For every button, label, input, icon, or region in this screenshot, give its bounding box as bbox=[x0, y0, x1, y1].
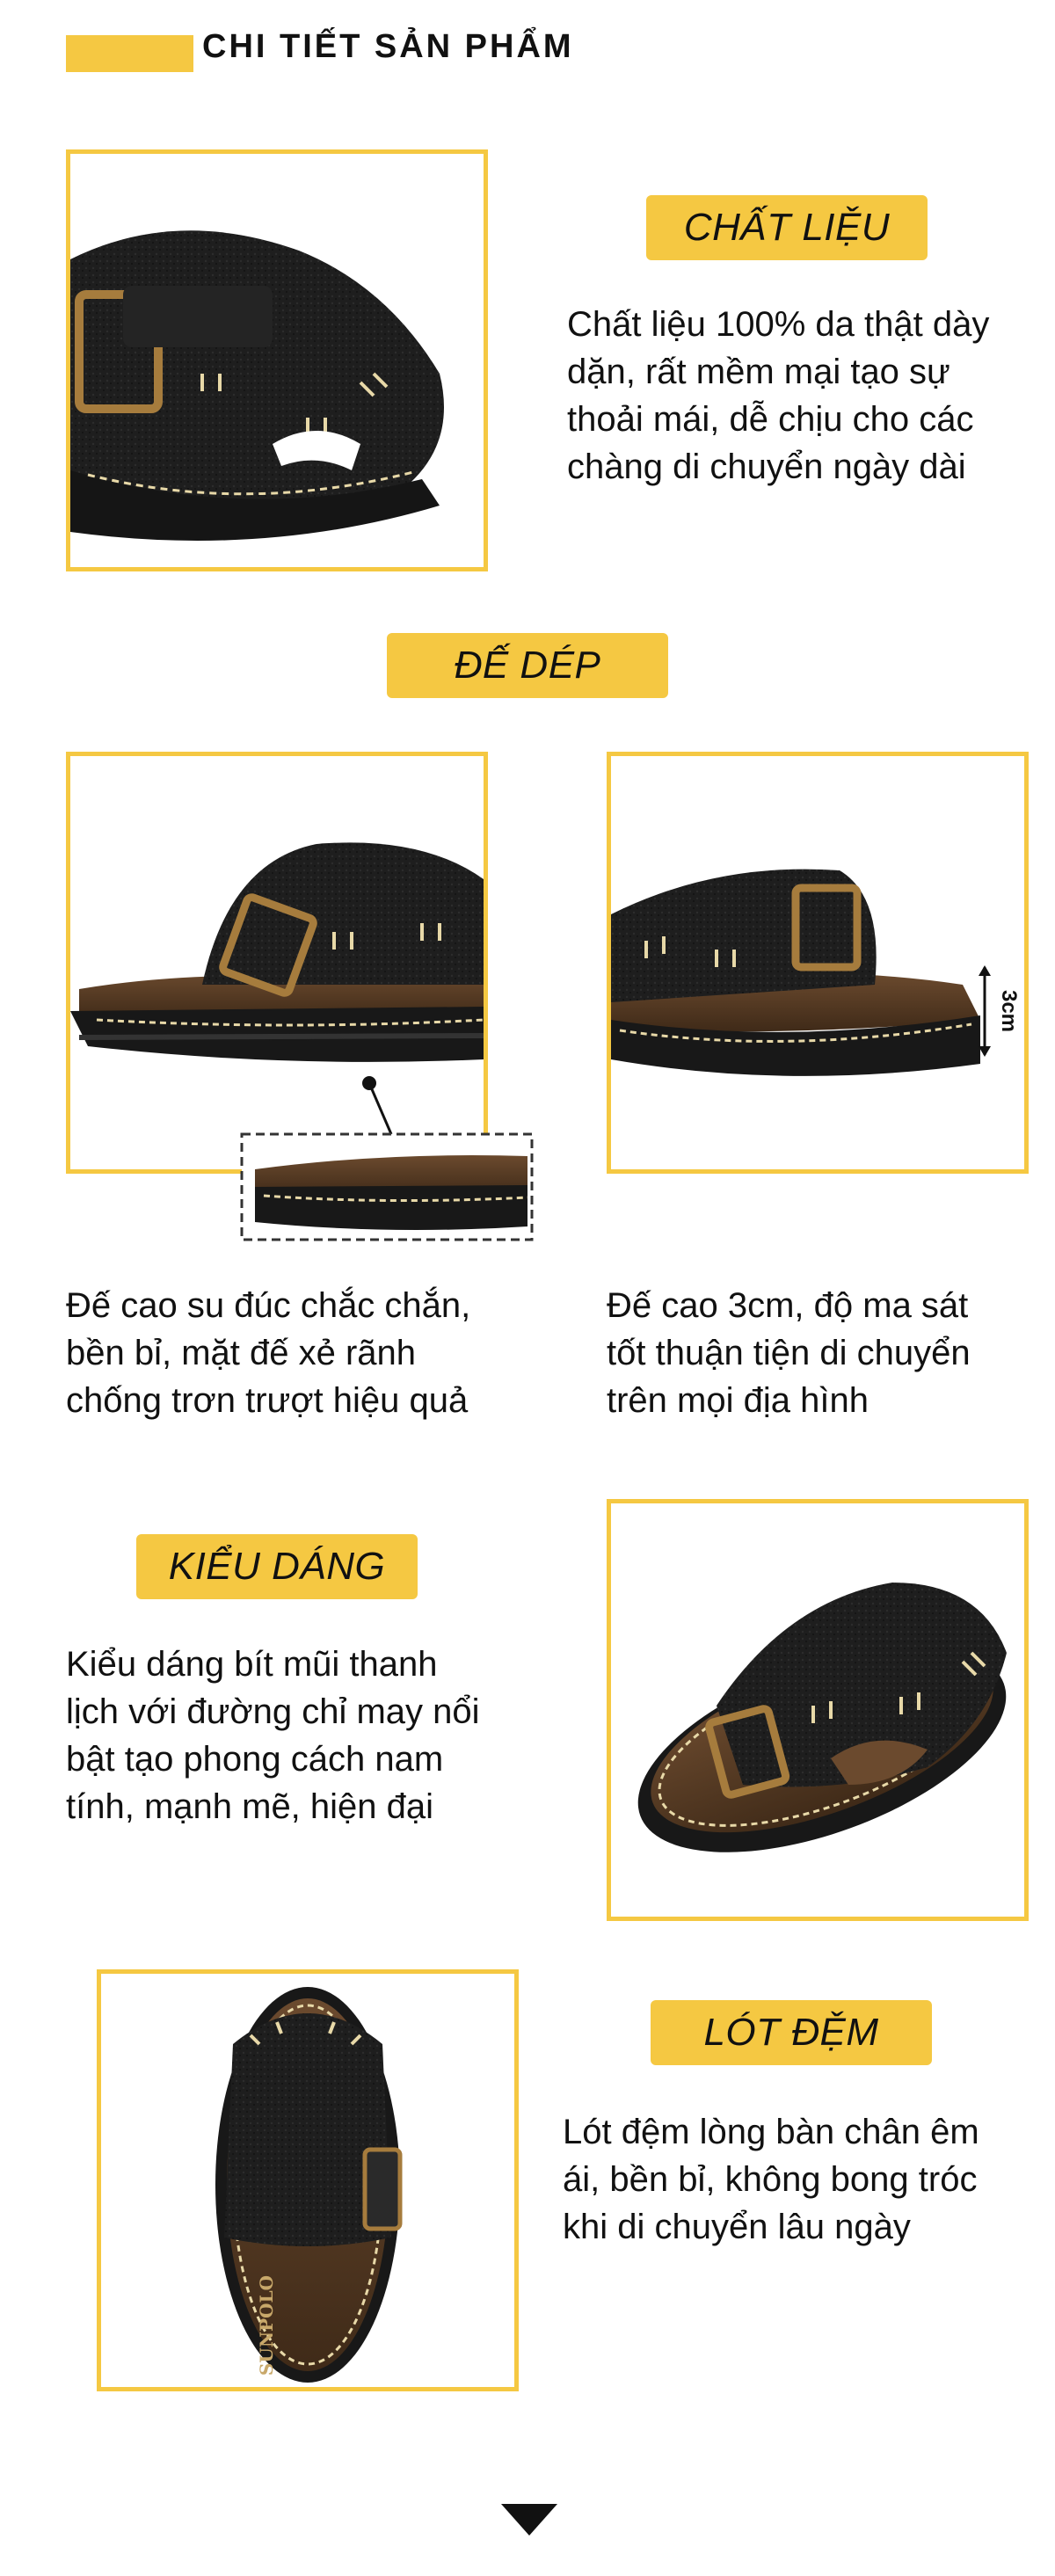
text-line: chống trơn trượt hiệu quả bbox=[66, 1381, 469, 1420]
sole-description-right bbox=[607, 1282, 1046, 1424]
text-line: thoải mái, dễ chịu cho các bbox=[567, 400, 974, 439]
header-accent-bar bbox=[66, 35, 193, 72]
material-description bbox=[567, 301, 1042, 491]
text-line: Đế cao 3cm, độ ma sát bbox=[607, 1286, 969, 1325]
text-line: Đế cao su đúc chắc chắn, bbox=[66, 1286, 471, 1325]
material-label: CHẤT LIỆU bbox=[646, 195, 928, 260]
style-description bbox=[66, 1641, 558, 1830]
insole-image bbox=[97, 1969, 519, 2391]
page-title: CHI TIẾT SẢN PHẨM bbox=[202, 28, 574, 65]
sandal-three-quarter-illustration bbox=[611, 1503, 1024, 1917]
insole-label: LÓT ĐỆM bbox=[651, 2000, 932, 2065]
material-image bbox=[66, 149, 488, 571]
text-line: dặn, rất mềm mại tạo sự bbox=[567, 353, 950, 391]
style-image bbox=[607, 1499, 1029, 1921]
text-line: tốt thuận tiện di chuyển bbox=[607, 1334, 971, 1372]
text-line: tính, mạnh mẽ, hiện đại bbox=[66, 1787, 434, 1826]
scroll-down-arrow-icon[interactable] bbox=[501, 2504, 557, 2536]
sole-zoom-callout bbox=[237, 1073, 536, 1248]
text-line: bền bỉ, mặt đế xẻ rãnh bbox=[66, 1334, 417, 1372]
sandal-closeup-illustration bbox=[70, 154, 484, 567]
sole-image-right bbox=[607, 752, 1029, 1174]
text-line: Chất liệu 100% da thật dày bbox=[567, 305, 990, 344]
text-line: chàng di chuyển ngày dài bbox=[567, 448, 966, 486]
brand-mark: SUNPOLO bbox=[256, 2274, 277, 2376]
sandal-rear-illustration bbox=[611, 756, 1024, 1169]
sole-label: ĐẾ DÉP bbox=[387, 633, 668, 698]
sole-description-left bbox=[66, 1282, 558, 1424]
sandal-top-view-illustration bbox=[101, 1974, 514, 2387]
insole-description bbox=[563, 2108, 1046, 2251]
text-line: Lót đệm lòng bàn chân êm bbox=[563, 2113, 979, 2151]
style-label: KIỂU DÁNG bbox=[136, 1534, 418, 1599]
text-line: Kiểu dáng bít mũi thanh bbox=[66, 1645, 438, 1684]
text-line: lịch với đường chỉ may nổi bbox=[66, 1692, 480, 1731]
height-tag: 3cm bbox=[997, 989, 1021, 1033]
text-line: khi di chuyển lâu ngày bbox=[563, 2208, 911, 2246]
text-line: bật tạo phong cách nam bbox=[66, 1740, 444, 1779]
text-line: trên mọi địa hình bbox=[607, 1381, 869, 1420]
text-line: ái, bền bỉ, không bong tróc bbox=[563, 2160, 978, 2199]
